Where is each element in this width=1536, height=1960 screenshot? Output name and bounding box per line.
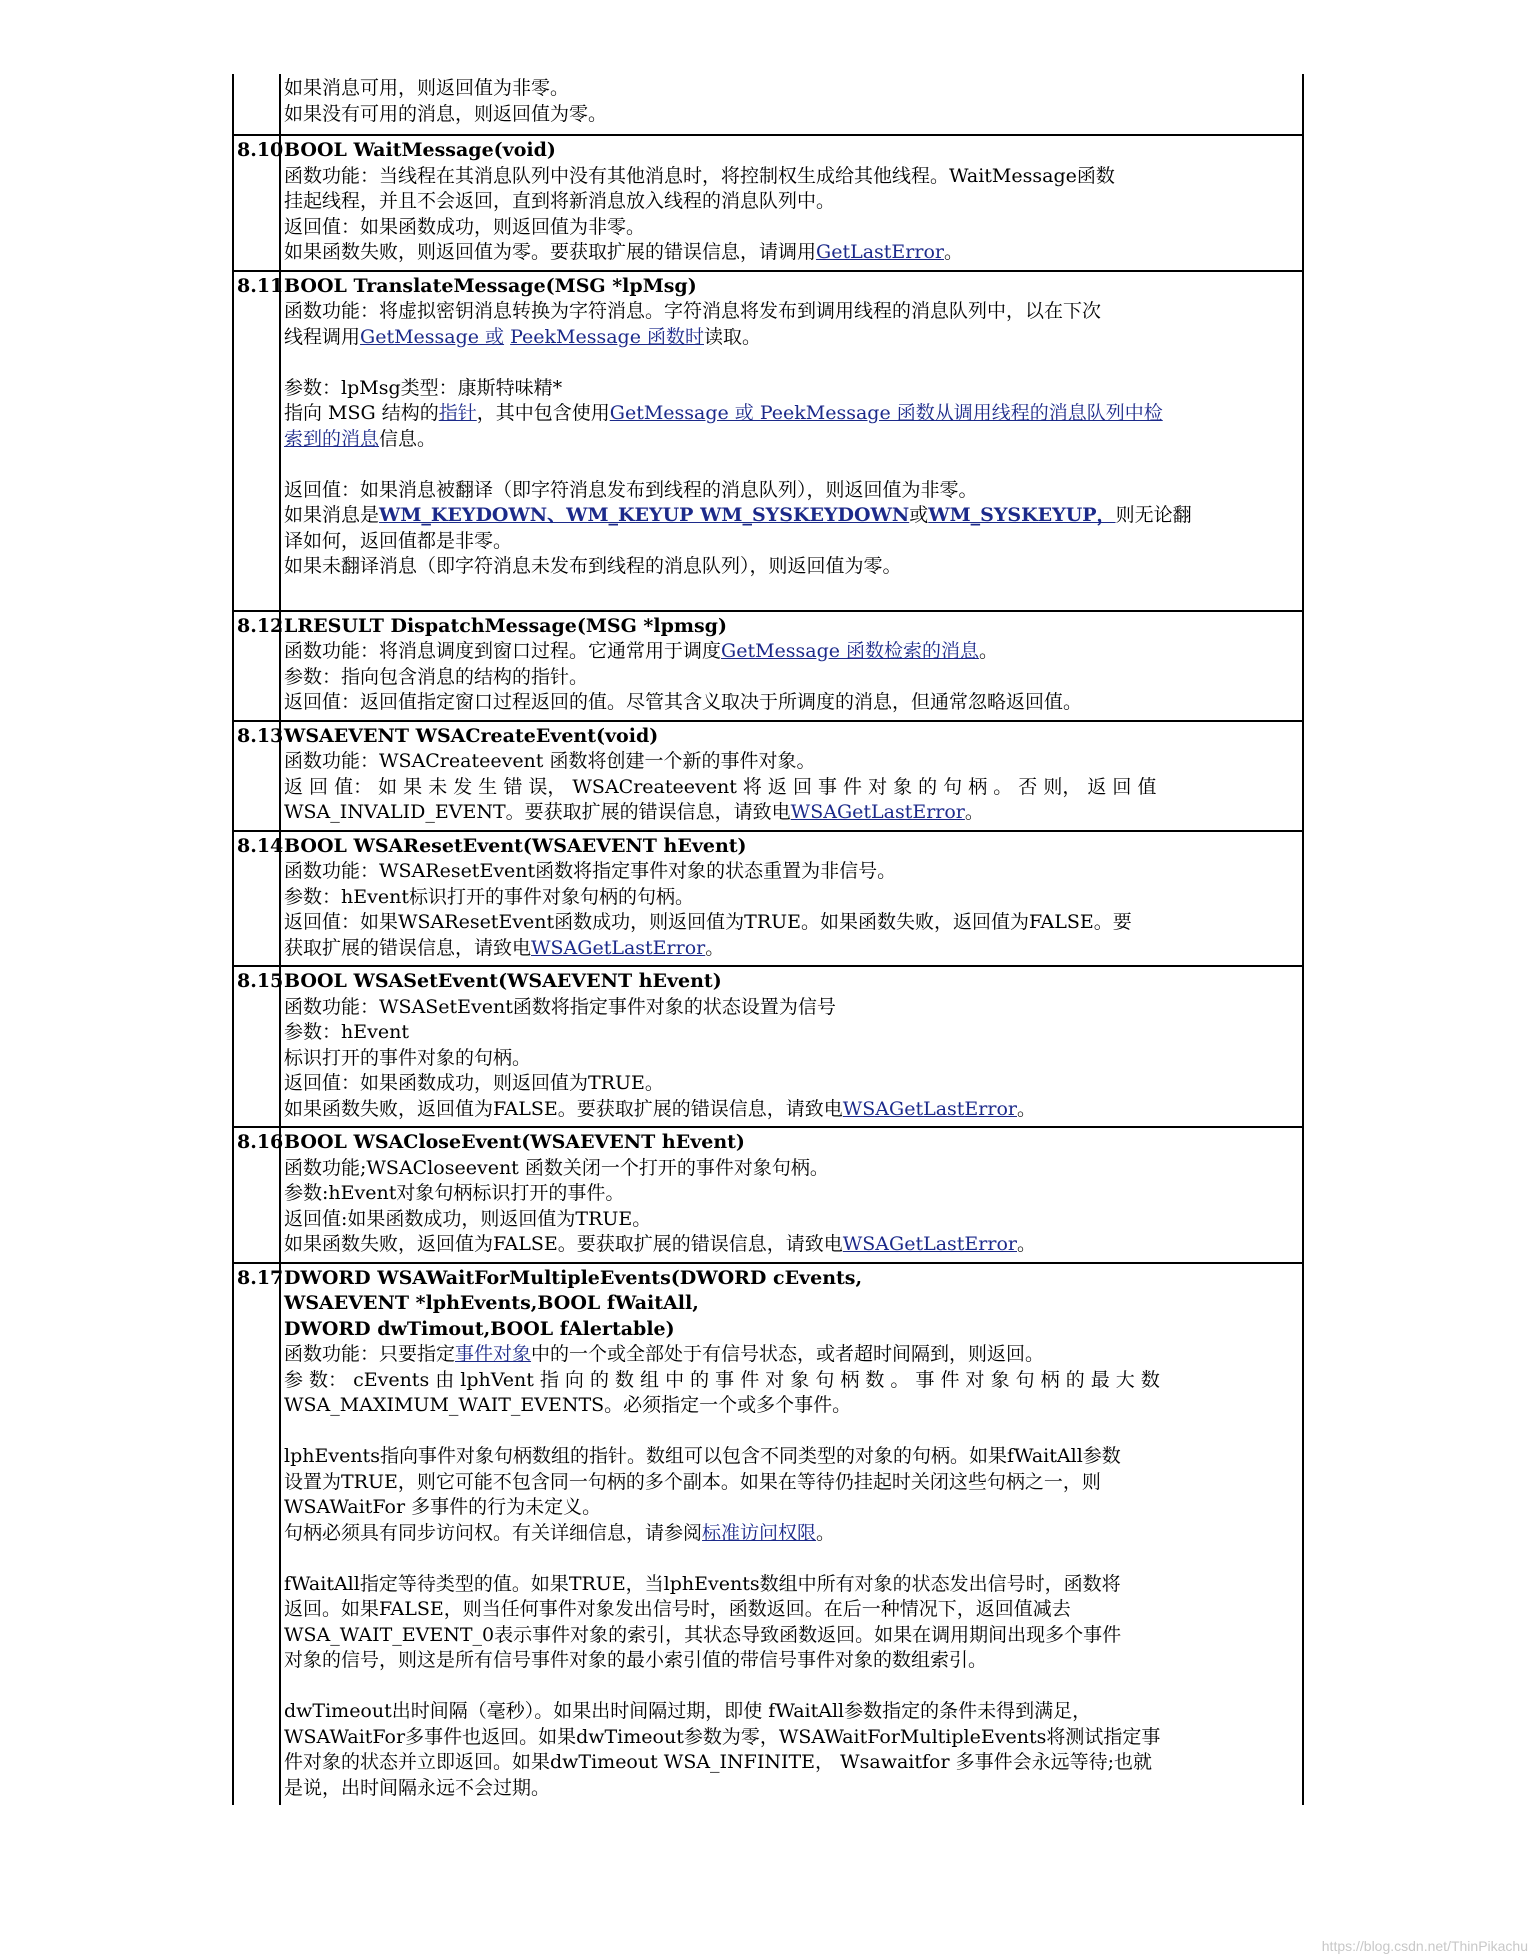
text-span: 中的一个或全部处于有信号状态，或者超时间隔到，则返回。 [531, 1343, 1045, 1365]
return-text: 如果未翻译消息（即字符消息未发布到线程的消息队列），则返回值为零。 [284, 555, 902, 577]
text-span: 如果函数失败，返回值为FALSE。要获取扩展的错误信息，请致电 [284, 1233, 843, 1255]
text-span: 读取。 [704, 325, 762, 348]
spacer [284, 452, 1298, 478]
return-text [284, 800, 1298, 826]
description-text: 函数功能：WSACreateevent 函数将创建一个新的事件对象。 [284, 750, 816, 772]
text-span: ，其中包含使用 [476, 402, 610, 424]
text-span: 。 [979, 640, 999, 662]
return-text: 返回值：返回值指定窗口过程返回的值。尽管其含义取决于所调度的消息，但通常忽略返回值。 [284, 691, 1083, 713]
description-text: 函数功能：将虚拟密钥消息转换为字符消息。字符消息将发布到调用线程的消息队列中，以在下次 [284, 300, 1102, 322]
text-span: 或 [909, 504, 929, 526]
row-body-cell [280, 1127, 1303, 1263]
spacer [284, 580, 1298, 606]
getmessage-peekmessage-link[interactable]: GetMessage 或 PeekMessage 函数从调用线程的消息队列中检 [609, 402, 1163, 424]
text-span: 如果消息是 [284, 504, 380, 526]
return-text [284, 240, 1298, 266]
peekmessage-link[interactable]: PeekMessage 函数时 [510, 325, 704, 348]
spacer [284, 1674, 1298, 1700]
wm-keydown-link[interactable]: WM_KEYDOWN、WM_KEYUP WM_SYSKEYDOWN [379, 504, 910, 526]
description-text: 函数功能：WSASetEvent函数将指定事件对象的状态设置为信号 [284, 995, 836, 1018]
table-row [233, 271, 1303, 611]
row-body-cell [280, 611, 1303, 721]
table-row [233, 135, 1303, 271]
function-signature: DWORD WSAWaitForMultipleEvents(DWORD cEvents, [284, 1266, 863, 1289]
param-text: WSA_WAIT_EVENT_0表示事件对象的索引，其状态导致函数返回。如果在调用期间出现多个事件 [284, 1623, 1122, 1646]
retrieved-message-link[interactable]: 索到的消息 [284, 427, 380, 450]
function-signature: WSAEVENT WSACreateEvent(void) [284, 724, 659, 747]
pointer-link[interactable]: 指针 [438, 402, 477, 424]
row-body-cell [280, 966, 1303, 1127]
return-text: 返回值:如果函数成功，则返回值为TRUE。 [284, 1207, 652, 1230]
text-span: 如果函数失败，返回值为FALSE。要获取扩展的错误信息，请致电 [284, 1097, 843, 1120]
table-row [233, 966, 1303, 1127]
param-text [284, 427, 1298, 453]
param-text: 标识打开的事件对象的句柄。 [284, 1046, 532, 1069]
row-number: 8.16 [233, 1127, 280, 1263]
function-signature: BOOL WSAResetEvent(WSAEVENT hEvent) [284, 834, 747, 857]
return-text: 返 回 值： 如 果 未 发 生 错 误， WSACreateevent 将 返 回 事 件 对 象 的 句 柄 。 否 则， 返 回 值 [284, 775, 1157, 798]
text-span: 。 [705, 936, 725, 959]
getmessage-link[interactable]: GetMessage 或 [360, 325, 505, 348]
param-text: fWaitAll指定等待类型的值。如果TRUE，当lphEvents数组中所有对象的状态发出信号时，函数将 [284, 1572, 1121, 1595]
function-signature: LRESULT DispatchMessage(MSG *lpmsg) [284, 614, 727, 637]
wsagetlasterror-link[interactable]: WSAGetLastError [842, 1097, 1017, 1120]
wm-syskeyup-link[interactable]: WM_SYSKEYUP， [928, 504, 1116, 526]
return-text [284, 503, 1298, 529]
param-text: 件对象的状态并立即返回。如果dwTimeout WSA_INFINITE， Wsawaitfor 多事件会永远等待;也就 [284, 1751, 1152, 1773]
row-number: 8.12 [233, 611, 280, 721]
text-span: WSA_INVALID_EVENT。要获取扩展的错误信息，请致电 [284, 801, 791, 823]
description-text [284, 639, 1298, 665]
param-text: 参数：指向包含消息的结构的指针。 [284, 665, 589, 688]
table-row [233, 721, 1303, 831]
getmessage-retrieved-link[interactable]: GetMessage 函数检索的消息 [721, 640, 980, 662]
text-span: 获取扩展的错误信息，请致电 [284, 936, 532, 959]
param-text: 参数：hEvent [284, 1021, 409, 1043]
api-reference-table [232, 74, 1304, 1805]
function-signature: BOOL WSASetEvent(WSAEVENT hEvent) [284, 970, 722, 992]
text-span: 。 [943, 241, 963, 263]
table-row [233, 611, 1303, 721]
param-text: lphEvents指向事件对象句柄数组的指针。数组可以包含不同类型的对象的句柄。如果fWaitAll参数 [284, 1445, 1121, 1467]
description-text: 挂起线程，并且不会返回，直到将新消息放入线程的消息队列中。 [284, 190, 836, 212]
return-text: 如果没有可用的消息，则返回值为零。 [284, 102, 608, 125]
text-span: 。 [1016, 1233, 1036, 1255]
param-text: WSA_MAXIMUM_WAIT_EVENTS。必须指定一个或多个事件。 [284, 1394, 852, 1416]
param-text: 返回。如果FALSE，则当任何事件对象发出信号时，函数返回。在后一种情况下，返回值减去 [284, 1598, 1071, 1620]
row-number: 8.11 [233, 271, 280, 611]
param-text: WSAWaitFor多事件也返回。如果dwTimeout参数为零，WSAWaitForMultipleEvents将测试指定事 [284, 1725, 1161, 1748]
function-signature: BOOL WSACloseEvent(WSAEVENT hEvent) [284, 1131, 745, 1153]
param-text: 设置为TRUE，则它可能不包含同一句柄的多个副本。如果在等待仍挂起时关闭这些句柄之一，则 [284, 1470, 1101, 1493]
return-text: 返回值：如果函数成功，则返回值为TRUE。 [284, 1072, 664, 1094]
return-text [284, 936, 1298, 962]
wsagetlasterror-link[interactable]: WSAGetLastError [531, 936, 706, 959]
param-text [284, 401, 1298, 427]
param-text [284, 1521, 1298, 1547]
param-text: WSAWaitFor 多事件的行为未定义。 [284, 1496, 602, 1518]
text-span: 则无论翻 [1115, 504, 1192, 526]
row-number: 8.15 [233, 966, 280, 1127]
param-text: 参数：lpMsg类型：康斯特味精* [284, 376, 563, 399]
return-text: 返回值：如果消息被翻译（即字符消息发布到线程的消息队列），则返回值为非零。 [284, 478, 978, 501]
text-span: 函数功能：只要指定 [284, 1343, 456, 1365]
return-text [284, 1232, 1298, 1258]
row-body-cell [280, 135, 1303, 271]
row-number: 8.14 [233, 831, 280, 967]
description-text: 函数功能;WSACloseevent 函数关闭一个打开的事件对象句柄。 [284, 1156, 829, 1179]
table-row [233, 1263, 1303, 1806]
function-signature: BOOL WaitMessage(void) [284, 139, 556, 161]
getlasterror-link[interactable]: GetLastError [816, 241, 944, 263]
row-number: 8.17 [233, 1263, 280, 1806]
text-span: 函数功能：将消息调度到窗口过程。它通常用于调度 [284, 640, 722, 662]
text-span: 如果函数失败，则返回值为零。要获取扩展的错误信息，请调用 [284, 241, 817, 263]
function-signature: DWORD dwTimout,BOOL fAlertable) [284, 1317, 675, 1340]
param-text: 对象的信号，则这是所有信号事件对象的最小索引值的带信号事件对象的数组索引。 [284, 1649, 988, 1671]
watermark-text: https://blog.csdn.net/ThinPikachu [1321, 1938, 1528, 1954]
text-span: 信息。 [379, 427, 437, 450]
row-body-cell [280, 1263, 1303, 1806]
spacer [284, 350, 1298, 376]
row-body-cell [280, 271, 1303, 611]
event-object-link[interactable]: 事件对象 [455, 1343, 532, 1365]
description-text: 函数功能：WSAResetEvent函数将指定事件对象的状态重置为非信号。 [284, 860, 897, 882]
param-text: 参数:hEvent对象句柄标识打开的事件。 [284, 1182, 625, 1204]
text-span: 线程调用 [284, 325, 361, 348]
param-text: 参数：hEvent标识打开的事件对象句柄的句柄。 [284, 885, 694, 908]
wsagetlasterror-link[interactable]: WSAGetLastError [790, 801, 965, 823]
description-text [284, 1342, 1298, 1368]
return-text: 如果消息可用，则返回值为非零。 [284, 77, 570, 99]
row-number: 8.13 [233, 721, 280, 831]
table-row [233, 74, 1303, 135]
function-signature: WSAEVENT *lphEvents,BOOL fWaitAll, [284, 1292, 699, 1314]
return-text [284, 1097, 1298, 1123]
text-span: 指向 MSG 结构的 [284, 402, 439, 424]
description-text: 函数功能：当线程在其消息队列中没有其他消息时，将控制权生成给其他线程。WaitMessage函数 [284, 164, 1115, 187]
description-text [284, 325, 1298, 351]
document-table-container [232, 74, 1304, 1805]
row-body-cell [280, 721, 1303, 831]
table-row [233, 1127, 1303, 1263]
return-text: 返回值：如果函数成功，则返回值为非零。 [284, 215, 646, 238]
return-text: 返回值：如果WSAResetEvent函数成功，则返回值为TRUE。如果函数失败，返回值为FALSE。要 [284, 911, 1132, 933]
wsagetlasterror-link[interactable]: WSAGetLastError [842, 1233, 1017, 1255]
row-number-cell [233, 74, 280, 135]
text-span: 句柄必须具有同步访问权。有关详细信息，请参阅 [284, 1521, 703, 1544]
param-text: 是说，出时间隔永远不会过期。 [284, 1776, 551, 1799]
spacer [284, 1419, 1298, 1445]
table-row [233, 831, 1303, 967]
text-span: 。 [1016, 1097, 1036, 1120]
row-body-cell [280, 831, 1303, 967]
row-body-cell [280, 74, 1303, 135]
function-signature: BOOL TranslateMessage(MSG *lpMsg) [284, 274, 697, 297]
row-number: 8.10 [233, 135, 280, 271]
text-span: 。 [964, 801, 984, 823]
spacer [284, 1546, 1298, 1572]
return-text: 译如何，返回值都是非零。 [284, 529, 513, 552]
param-text: 参 数： cEvents 由 lphVent 指 向 的 数 组 中 的 事 件 对 象 句 柄 数 。 事 件 对 象 句 柄 的 最 大 数 [284, 1368, 1160, 1391]
text-span: 。 [816, 1521, 836, 1544]
standard-access-rights-link[interactable]: 标准访问权限 [702, 1521, 817, 1544]
param-text: dwTimeout出时间隔（毫秒）。如果出时间隔过期，即使 fWaitAll参数指定的条件未得到满足， [284, 1700, 1092, 1722]
